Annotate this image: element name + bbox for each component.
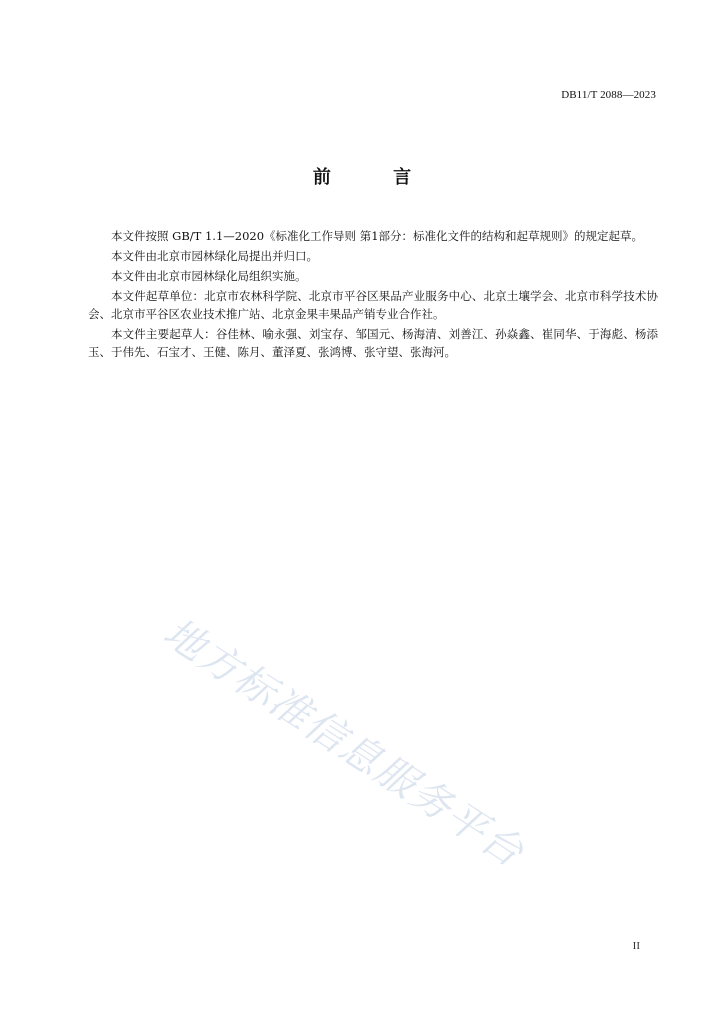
paragraph-drafting-basis: 本文件按照 GB/T 1.1—2020《标准化工作导则 第1部分：标准化文件的结构和起草规则》的规定起草。 xyxy=(111,229,644,243)
foreword-body xyxy=(88,227,658,363)
page-title: 前 言 xyxy=(312,167,440,188)
paragraph-drafting-units: 本文件起草单位：北京市农林科学院、北京市平谷区果品产业服务中心、北京土壤学会、北京市科学技术协会、北京市平谷区农业技术推广站、北京金果丰果品产销专业合作社。 xyxy=(88,289,658,321)
page-number: II xyxy=(632,940,640,952)
paragraph-proposer: 本文件由北京市园林绿化局提出并归口。 xyxy=(111,249,318,263)
paragraph-implementer: 本文件由北京市园林绿化局组织实施。 xyxy=(111,269,307,283)
watermark-text: 地方标准信息服务平台 xyxy=(155,609,533,877)
standard-code: DB11/T 2088—2023 xyxy=(561,89,656,101)
paragraph-drafters: 本文件主要起草人：谷佳林、喻永强、刘宝存、邹国元、杨海清、刘善江、孙焱鑫、崔同华、于海彪、杨添玉、于伟先、石宝才、王健、陈月、董泽夏、张鸿博、张守望、张海河。 xyxy=(88,327,658,359)
